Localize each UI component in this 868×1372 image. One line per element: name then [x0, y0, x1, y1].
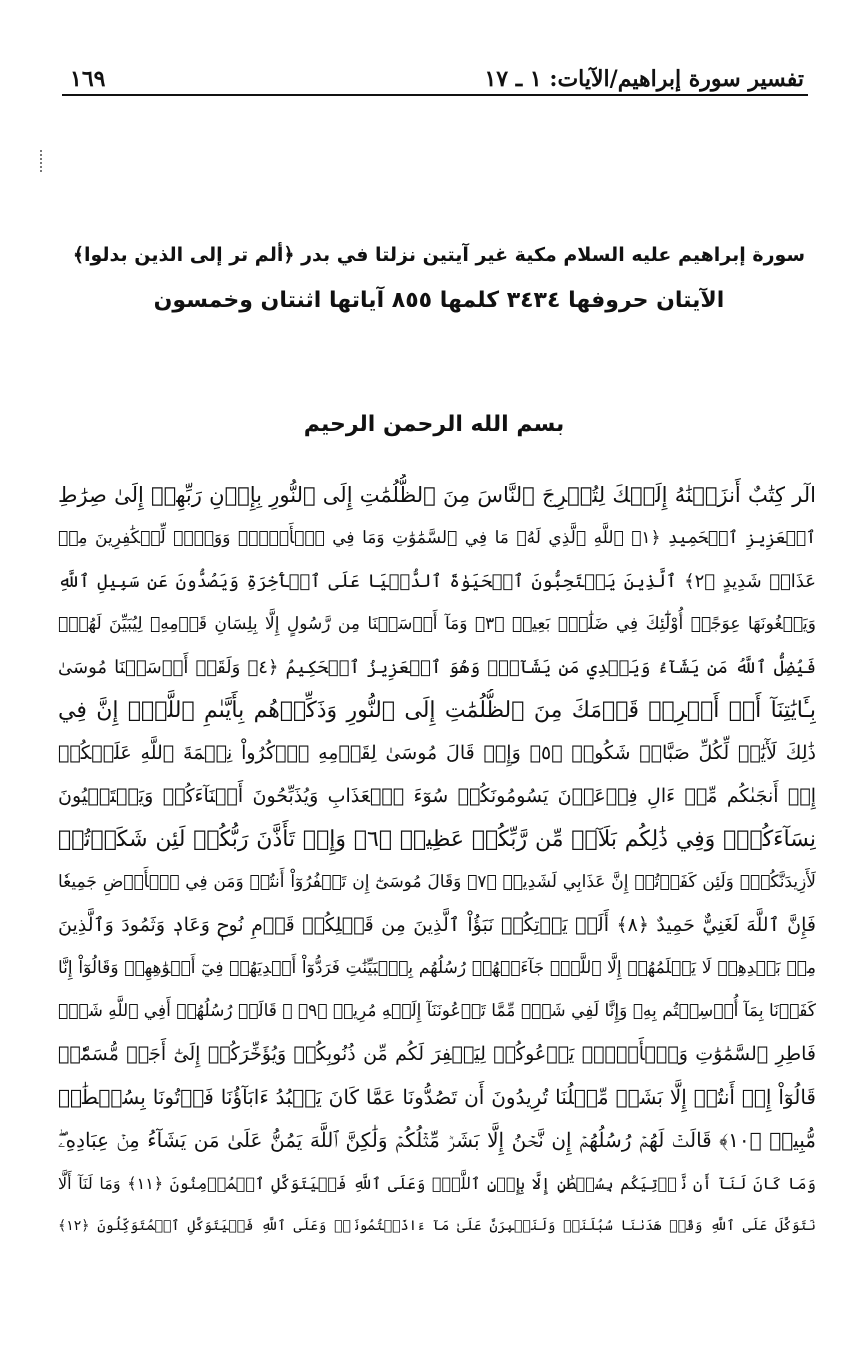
quran-line — [58, 1248, 816, 1291]
quran-line: مُّبِينٖ ﴿١٠﴾ قَالَتۡ لَهُمۡ رُسُلُهُمۡ إِن نَّحۡنُ إِلَّا بَشَرٞ مِّثۡلُكُمۡ وَلَٰكِنَّ ٱللَّهَ يَمُنُّ عَلَىٰ مَن يَشَآءُ مِنۡ عِبَادِهِۦۖ — [58, 1128, 816, 1152]
quran-line: كَفَرۡنَا بِمَآ أُرۡسِلۡتُم بِهِۦ وَإِنَّا لَفِي شَكّٖ مِّمَّا تَدۡعُونَنَآ إِلَيۡهِ مُرِيبٖ ﴿٩﴾ ۞ قَالَتۡ رُسُلُهُمۡ أَفِي ٱللَّهِ شَكّٞ — [58, 1001, 816, 1021]
scan-speck — [40, 150, 48, 172]
quran-line: وَمَا كَانَ لَنَآ أَن نَّأۡتِيَكُم بِسُلۡطَٰنٍ إِلَّا بِإِذۡنِ ٱللَّهِۚ وَعَلَى ٱللَّهِ فَلۡيَتَوَكَّلِ ٱلۡمُؤۡمِنُونَ ﴿١١﴾ وَمَا لَنَآ أَلَّا — [58, 1174, 816, 1193]
quran-line: قَالُوٓاْ إِنۡ أَنتُمۡ إِلَّا بَشَرٞ مِّثۡلُنَا تُرِيدُونَ أَن تَصُدُّونَا عَمَّا كَانَ يَعۡبُدُ ءَابَآؤُنَا فَأۡتُونَا بِسُلۡطَٰنٖ — [58, 1085, 816, 1109]
quran-line: فَاطِرِ ٱلسَّمَٰوَٰتِ وَٱلۡأَرۡضِۖ يَدۡعُوكُمۡ لِيَغۡفِرَ لَكُم مِّن ذُنُوبِكُمۡ وَيُؤَخِّرَكُمۡ إِلَىٰٓ أَجَلٖ مُّسَمّٗىۚ — [58, 1043, 816, 1065]
surah-intro-line-2: الآيتان حروفها ٣٤٣٤ كلمها ٨٥٥ آياتها اثنتان وخمسون — [153, 288, 725, 313]
page-number: ١٦٩ — [70, 66, 106, 92]
quran-line: نَتَوَكَّلَ عَلَى ٱللَّهِ وَقَدۡ هَدَىٰنَا سُبُلَنَاۚ وَلَنَصۡبِرَنَّ عَلَىٰ مَآ ءَاذَيۡتُمُونَاۚ وَعَلَى ٱللَّهِ فَلۡيَتَوَكَّلِ ٱلۡمُتَوَكِّلُونَ ﴿١٢﴾ — [58, 1218, 816, 1234]
quran-line: ٱلۡعَزِيزِ ٱلۡحَمِيدِ ﴿١﴾ ٱللَّهِ ٱلَّذِي لَهُۥ مَا فِي ٱلسَّمَٰوَٰتِ وَمَا فِي ٱلۡأَرۡضِۗ وَوَيۡلٞ لِّلۡكَٰفِرِينَ مِنۡ — [58, 528, 816, 548]
quran-line: الٓر كِتَٰبٌ أَنزَلۡنَٰهُ إِلَيۡكَ لِتُخۡرِجَ ٱلنَّاسَ مِنَ ٱلظُّلُمَٰتِ إِلَى ٱلنُّورِ بِإِذۡنِ رَبِّهِمۡ إِلَىٰ صِرَٰطِ — [58, 483, 816, 507]
quran-line: نِسَآءَكُمۡۚ وَفِي ذَٰلِكُم بَلَآءٞ مِّن رَّبِّكُمۡ عَظِيمٞ ﴿٦﴾ وَإِذۡ تَأَذَّنَ رَبُّكُمۡ لَئِن شَكَرۡتُمۡ — [58, 827, 816, 852]
quran-line: ذَٰلِكَ لَأٓيَٰتٖ لِّكُلِّ صَبَّارٖ شَكُورٖ ﴿٥﴾ وَإِذۡ قَالَ مُوسَىٰ لِقَوۡمِهِ ٱذۡكُرُواْ نِعۡمَةَ ٱللَّهِ عَلَيۡكُمۡ — [58, 742, 816, 764]
quran-line: لَأَزِيدَنَّكُمۡۖ وَلَئِن كَفَرۡتُمۡ إِنَّ عَذَابِي لَشَدِيدٞ ﴿٧﴾ وَقَالَ مُوسَىٰٓ إِن تَكۡفُرُوٓاْ أَنتُمۡ وَمَن فِي ٱلۡأَرۡضِ جَمِيعٗا — [58, 872, 816, 892]
quran-line: فَإِنَّ ٱللَّهَ لَغَنِيٌّ حَمِيدٌ ﴿٨﴾ أَلَمۡ يَأۡتِكُمۡ نَبَؤُاْ ٱلَّذِينَ مِن قَبۡلِكُمۡ قَوۡمِ نُوحٖ وَعَادٖ وَثَمُودَ وَٱلَّذِينَ — [58, 914, 816, 936]
quran-text-block — [58, 474, 816, 1304]
running-header — [70, 58, 804, 92]
quran-line: عَذَابٖ شَدِيدٍ ﴿٢﴾ ٱلَّذِينَ يَسۡتَحِبُّونَ ٱلۡحَيَوٰةَ ٱلدُّنۡيَا عَلَى ٱلۡأٓخِرَةِ وَيَصُدُّونَ عَن سَبِيلِ ٱللَّهِ — [58, 571, 816, 592]
quran-line: مِنۢ بَعۡدِهِمۡ لَا يَعۡلَمُهُمۡ إِلَّا ٱللَّهُۚ جَآءَتۡهُمۡ رُسُلُهُم بِٱلۡبَيِّنَٰتِ فَرَدُّوٓاْ أَيۡدِيَهُمۡ فِيٓ أَفۡوَٰهِهِمۡ وَقَالُوٓاْ إِنَّا — [58, 958, 816, 978]
quran-line: وَيَبۡغُونَهَا عِوَجًاۚ أُوْلَٰٓئِكَ فِي ضَلَٰلِۭ بَعِيدٖ ﴿٣﴾ وَمَآ أَرۡسَلۡنَا مِن رَّسُولٍ إِلَّا بِلِسَانِ قَوۡمِهِۦ لِيُبَيِّنَ لَهُمۡۖ — [58, 614, 816, 634]
basmala-heading: بسم الله الرحمن الرحيم — [303, 412, 565, 437]
surah-intro — [70, 232, 808, 324]
quran-line: بِـَٔايَٰتِنَآ أَنۡ أَخۡرِجۡ قَوۡمَكَ مِنَ ٱلظُّلُمَٰتِ إِلَى ٱلنُّورِ وَذَكِّرۡهُم بِأَيَّىٰمِ ٱللَّهِۚ إِنَّ فِي — [58, 698, 816, 723]
quran-line: فَيُضِلُّ ٱللَّهُ مَن يَشَآءُ وَيَهۡدِي مَن يَشَآءُۚ وَهُوَ ٱلۡعَزِيزُ ٱلۡحَكِيمُ ﴿٤﴾ وَلَقَدۡ أَرۡسَلۡنَا مُوسَىٰ — [58, 657, 816, 678]
header-rule — [62, 94, 808, 96]
quran-line: إِذۡ أَنجَىٰكُم مِّنۡ ءَالِ فِرۡعَوۡنَ يَسُومُونَكُمۡ سُوٓءَ ٱلۡعَذَابِ وَيُذَبِّحُونَ أَبۡنَآءَكُمۡ وَيَسۡتَحۡيُونَ — [58, 785, 816, 807]
running-title: تفسير سورة إبراهيم/الآيات: ١ ـ ١٧ — [484, 66, 804, 92]
surah-intro-line-1: سورة إبراهيم عليه السلام مكية غير آيتين نزلتا في بدر ﴿ألم تر إلى الذين بدلوا﴾ — [72, 244, 806, 266]
